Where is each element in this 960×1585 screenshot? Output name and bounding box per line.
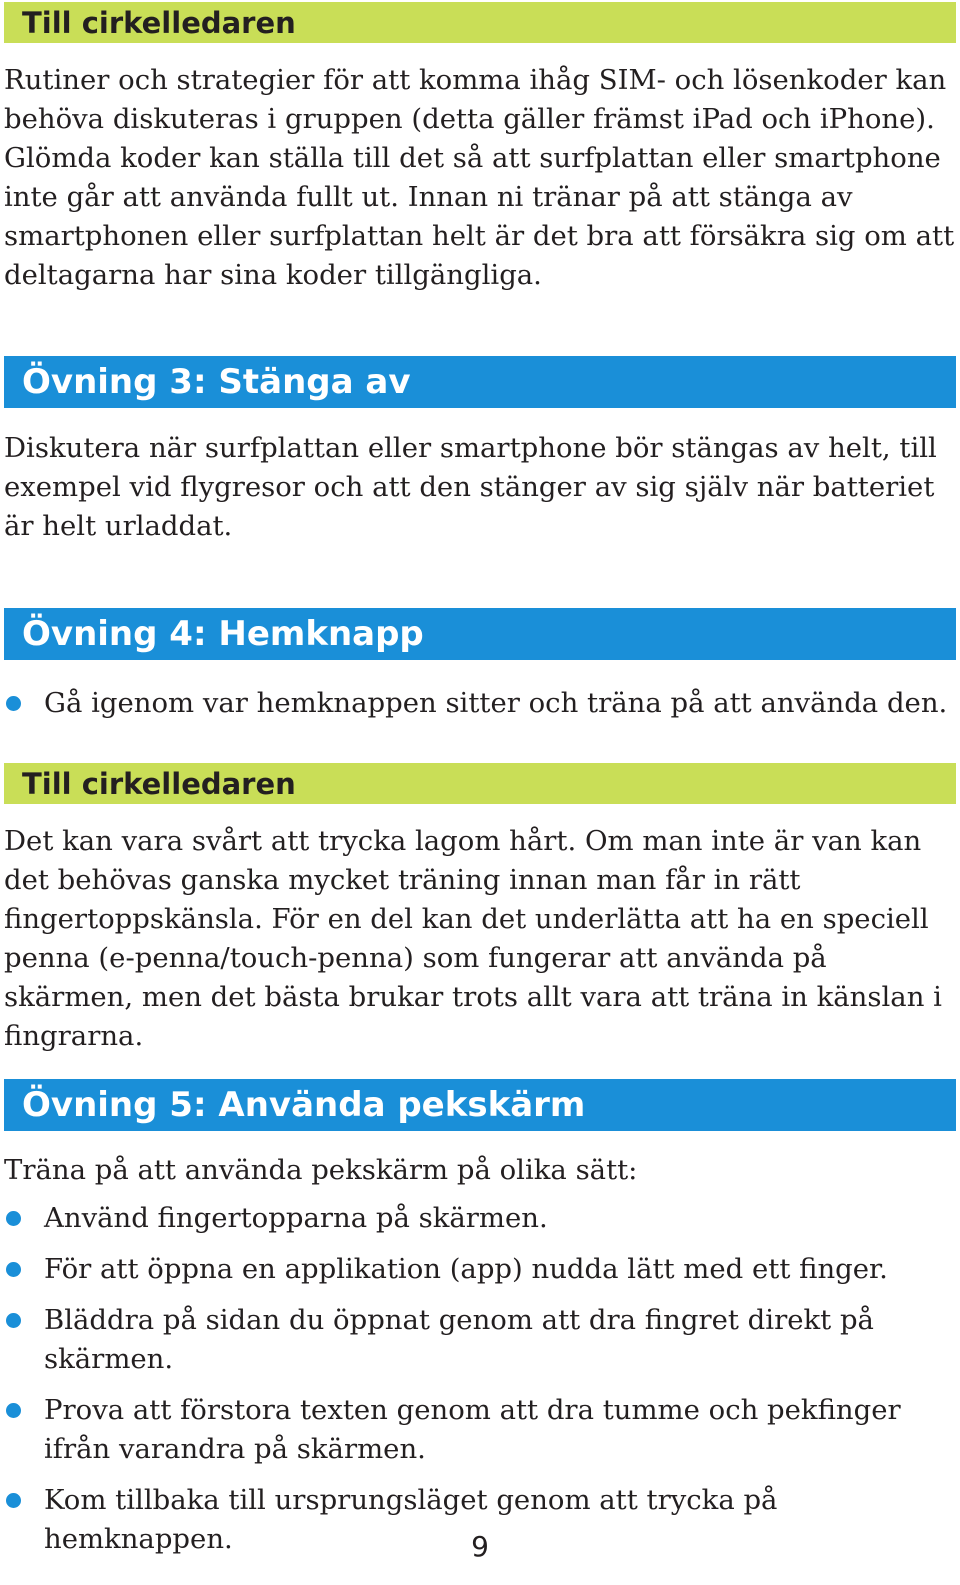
section-heading-ovning-3 <box>4 356 956 408</box>
heading-text: Övning 5: Använda pekskärm <box>22 1085 586 1125</box>
paragraph-pekskarm-intro: Träna på att använda pekskärm på olika sätt: <box>4 1154 638 1186</box>
bullet-icon <box>6 1493 21 1508</box>
bullet-icon <box>6 1211 21 1226</box>
heading-text: Till cirkelledaren <box>22 5 296 40</box>
list-item <box>4 684 956 723</box>
paragraph-stanga-av: Diskutera när surfplattan eller smartphone bör stängas av helt, till exempel vid flygresor och att den stänger av sig själv när batteriet är helt urladdat. <box>4 432 937 542</box>
bullet-icon <box>6 1262 21 1277</box>
list-item-text: Använd fingertopparna på skärmen. <box>44 1202 548 1234</box>
section-heading-till-cirkelledaren-2 <box>4 763 956 804</box>
list-item <box>4 1391 956 1469</box>
section-heading-till-cirkelledaren-1 <box>4 2 956 43</box>
list-item-text: Prova att förstora texten genom att dra tumme och pekfinger ifrån varandra på skärmen. <box>44 1394 901 1465</box>
list-item-text: Gå igenom var hemknappen sitter och träna på att använda den. <box>44 687 948 719</box>
bullet-list-hemknapp <box>4 684 956 723</box>
paragraph-trycka-lagom: Det kan vara svårt att trycka lagom hårt. Om man inte är van kan det behövas ganska mycket träning innan man får in rätt fingertoppskänsla. För en del kan det underlätta att ha en speciell penna (e-penna/touch-penna) som fungerar att använda på skärmen, men det bästa brukar trots allt vara att träna in känslan i fingrarna. <box>4 825 942 1052</box>
list-item <box>4 1301 956 1379</box>
bullet-list-pekskarm <box>4 1199 956 1559</box>
bullet-icon <box>6 1403 21 1418</box>
heading-text: Övning 4: Hemknapp <box>22 614 424 654</box>
page-number: 9 <box>471 1530 489 1563</box>
section-heading-ovning-4 <box>4 608 956 660</box>
bullet-icon <box>6 1313 21 1328</box>
section-heading-ovning-5 <box>4 1079 956 1131</box>
list-item-text: För att öppna en applikation (app) nudda lätt med ett finger. <box>44 1253 888 1285</box>
list-item-text: Kom tillbaka till ursprungsläget genom att trycka på hemknappen. <box>44 1484 778 1555</box>
list-item <box>4 1250 956 1289</box>
paragraph-sim-codes: Rutiner och strategier för att komma ihåg SIM- och lösenkoder kan behöva diskuteras i gruppen (detta gäller främst iPad och iPhone). Glömda koder kan ställa till det så att surfplattan eller smartphone inte går att använda fullt ut. Innan ni tränar på att stänga av smartphonen eller surfplattan helt är det bra att försäkra sig om att deltagarna har sina koder tillgängliga. <box>4 64 955 291</box>
heading-text: Till cirkelledaren <box>22 766 296 801</box>
list-item <box>4 1199 956 1238</box>
list-item-text: Bläddra på sidan du öppnat genom att dra fingret direkt på skärmen. <box>44 1304 874 1375</box>
bullet-icon <box>6 696 21 711</box>
heading-text: Övning 3: Stänga av <box>22 362 411 402</box>
